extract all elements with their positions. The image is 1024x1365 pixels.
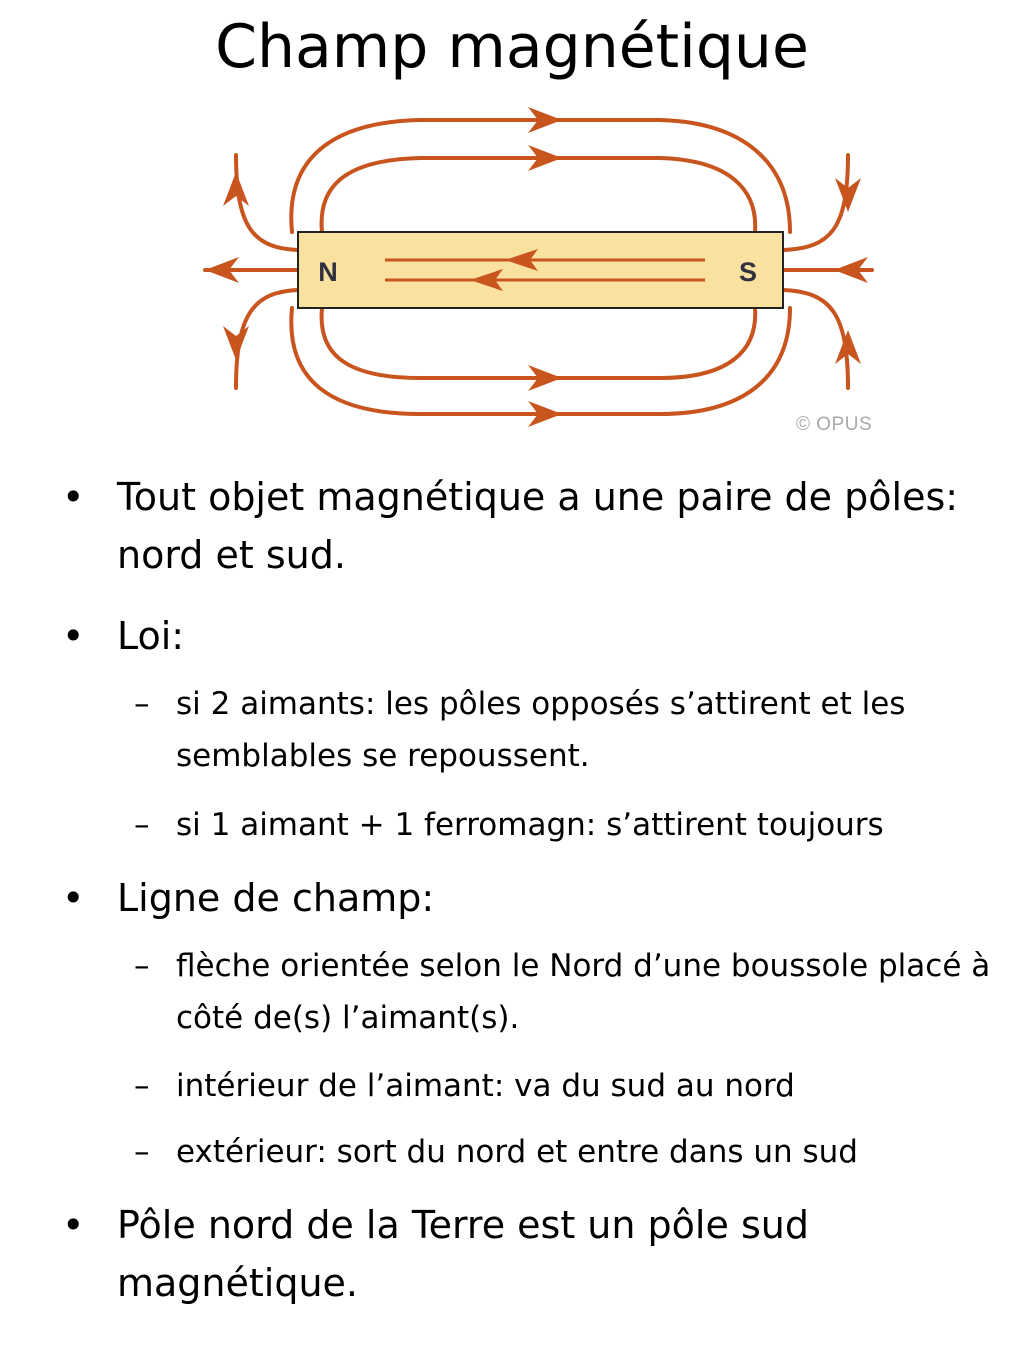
sub-bullet-compass xyxy=(176,940,1024,1044)
field-line-left-down xyxy=(236,290,298,388)
image-credit: © OPUS xyxy=(796,414,873,435)
sub-bullet-text: – flèche orientée selon le Nord d’une boussole placé à côté de(s) l’aimant(s). xyxy=(176,948,991,1036)
arrowhead-left-up xyxy=(223,172,249,206)
field-line-top-inner xyxy=(322,158,756,232)
field-line-bottom-outer xyxy=(291,308,790,414)
arrowhead-left-down xyxy=(223,326,249,360)
bullet-poles: • Tout objet magnétique a une paire de pôles: nord et sud. xyxy=(117,468,967,584)
bullet-loi: • Loi: xyxy=(117,607,967,665)
sub-bullet-ferromagnet: – si 1 aimant + 1 ferromagn: s’attirent toujours xyxy=(176,799,1024,851)
bullet-field-line: • Ligne de champ: xyxy=(117,869,967,927)
bullet-earth-pole: • Pôle nord de la Terre est un pôle sud magnétique. xyxy=(117,1196,967,1312)
slide-title: Champ magnétique xyxy=(215,12,809,82)
field-line-right-up xyxy=(783,155,848,250)
bar-magnet xyxy=(298,232,783,308)
field-line-bottom-inner xyxy=(322,308,756,378)
bar-magnet-field-diagram xyxy=(190,95,890,445)
sub-bullet-text: – si 2 aimants: les pôles opposés s’attirent et les semblables se repoussent. xyxy=(176,686,906,774)
north-pole-label: N xyxy=(318,257,338,287)
sub-bullet-two-magnets xyxy=(176,678,1024,782)
field-line-right-down xyxy=(783,290,848,388)
sub-bullet-exterior: – extérieur: sort du nord et entre dans un sud xyxy=(176,1126,1024,1178)
sub-bullet-interior: – intérieur de l’aimant: va du sud au nord xyxy=(176,1060,1024,1112)
field-line-top-outer xyxy=(291,120,790,232)
south-pole-label: S xyxy=(738,257,758,287)
